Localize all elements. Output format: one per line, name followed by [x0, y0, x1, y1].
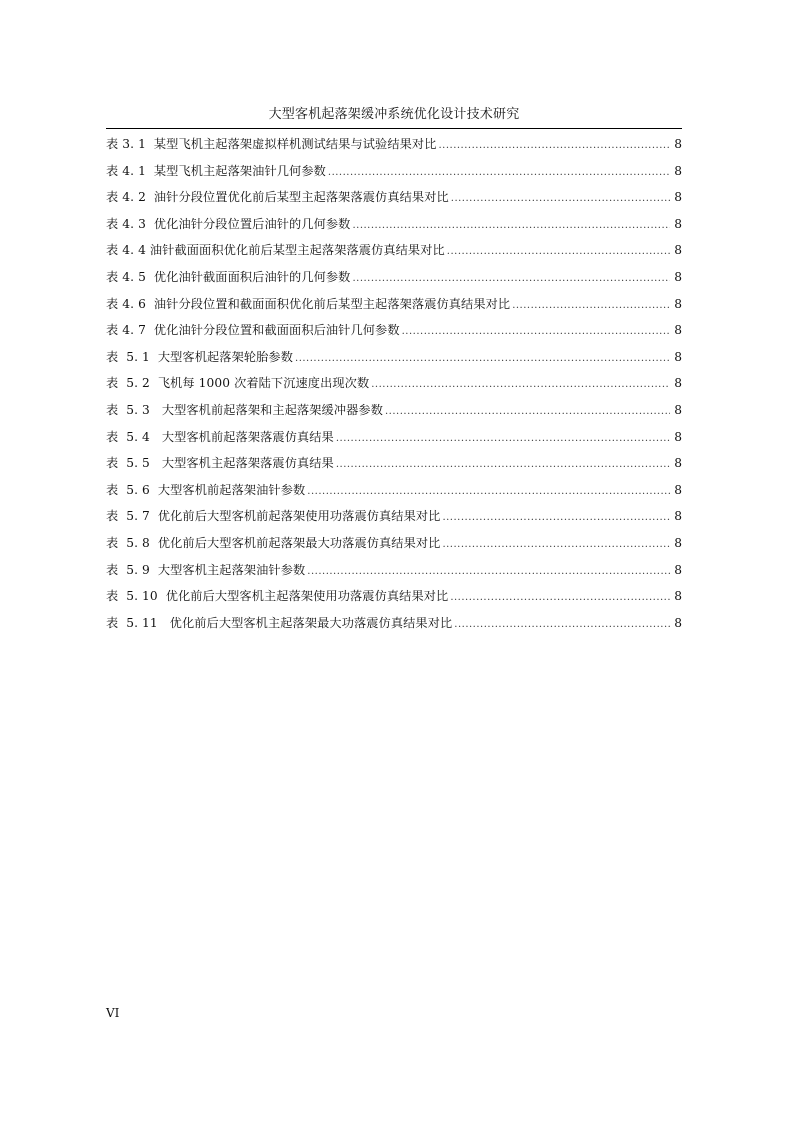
toc-entry[interactable] — [106, 534, 682, 561]
toc-entry[interactable] — [106, 162, 682, 189]
toc-entry-page: 8 — [674, 269, 682, 284]
toc-entry-label: 表 4. 5 优化油针截面面积后油针的几何参数 — [106, 269, 351, 284]
toc-entry[interactable] — [106, 481, 682, 508]
toc-entry-label: 表 4. 2 油针分段位置优化前后某型主起落架落震仿真结果对比 — [106, 190, 449, 205]
table-of-tables-list — [106, 135, 682, 640]
page-number: VI — [106, 1006, 120, 1020]
toc-entry-label: 表 5. 7 优化前后大型客机前起落架使用功落震仿真结果对比 — [106, 509, 441, 524]
toc-entry-label: 表 5. 10 优化前后大型客机主起落架使用功落震仿真结果对比 — [106, 589, 449, 604]
toc-entry-label: 表 5. 2 飞机每 1000 次着陆下沉速度出现次数 — [106, 376, 370, 391]
toc-entry-label: 表 5. 11 优化前后大型客机主起落架最大功落震仿真结果对比 — [106, 615, 453, 630]
toc-entry-page: 8 — [674, 349, 682, 364]
toc-entry[interactable] — [106, 561, 682, 588]
toc-entry[interactable] — [106, 295, 682, 322]
toc-entry-page: 8 — [674, 216, 682, 231]
toc-leader-dots — [352, 217, 670, 235]
toc-leader-dots — [385, 403, 670, 421]
toc-leader-dots — [371, 376, 670, 394]
toc-leader-dots — [307, 563, 670, 581]
toc-entry[interactable] — [106, 401, 682, 428]
toc-entry[interactable] — [106, 268, 682, 295]
toc-entry-label: 表 4. 6 油针分段位置和截面面积优化前后某型主起落架落震仿真结果对比 — [106, 296, 511, 311]
toc-leader-dots — [402, 323, 671, 341]
toc-entry-label: 表 4. 1 某型飞机主起落架油针几何参数 — [106, 163, 326, 178]
toc-entry-page: 8 — [674, 376, 682, 391]
toc-entry-label: 表 5. 9 大型客机主起落架油针参数 — [106, 562, 306, 577]
toc-leader-dots — [352, 270, 670, 288]
toc-entry[interactable] — [106, 428, 682, 455]
toc-entry-label: 表 3. 1 某型飞机主起落架虚拟样机测试结果与试验结果对比 — [106, 137, 437, 151]
toc-leader-dots — [442, 536, 670, 554]
toc-entry-page: 8 — [674, 589, 682, 604]
toc-leader-dots — [512, 297, 670, 315]
toc-leader-dots — [336, 430, 670, 448]
toc-entry-page: 8 — [674, 509, 682, 524]
toc-entry-label: 表 5. 3 大型客机前起落架和主起落架缓冲器参数 — [106, 402, 383, 417]
toc-entry-page: 8 — [674, 137, 682, 151]
toc-entry[interactable] — [106, 587, 682, 614]
toc-entry[interactable] — [106, 321, 682, 348]
toc-entry[interactable] — [106, 135, 682, 162]
running-header — [106, 104, 682, 129]
toc-entry-label: 表 5. 5 大型客机主起落架落震仿真结果 — [106, 456, 334, 471]
toc-leader-dots — [451, 190, 670, 208]
toc-entry[interactable] — [106, 507, 682, 534]
toc-leader-dots — [328, 164, 670, 182]
toc-entry[interactable] — [106, 348, 682, 375]
toc-entry-page: 8 — [674, 163, 682, 178]
toc-entry-label: 表 5. 6 大型客机前起落架油针参数 — [106, 482, 306, 497]
toc-entry[interactable] — [106, 215, 682, 242]
toc-leader-dots — [450, 589, 670, 607]
toc-entry-page: 8 — [674, 323, 682, 338]
toc-entry-page: 8 — [674, 402, 682, 417]
toc-leader-dots — [438, 137, 670, 155]
toc-entry-label: 表 4. 7 优化油针分段位置和截面面积后油针几何参数 — [106, 323, 400, 338]
toc-entry-page: 8 — [674, 296, 682, 311]
toc-leader-dots — [295, 350, 670, 368]
toc-entry[interactable] — [106, 241, 682, 268]
toc-entry-page: 8 — [674, 482, 682, 497]
toc-entry-page: 8 — [674, 615, 682, 630]
header-title: 大型客机起落架缓冲系统优化设计技术研究 — [268, 107, 520, 122]
toc-entry-page: 8 — [674, 535, 682, 550]
toc-leader-dots — [454, 616, 670, 634]
toc-entry-label: 表 5. 8 优化前后大型客机前起落架最大功落震仿真结果对比 — [106, 535, 441, 550]
toc-entry[interactable] — [106, 374, 682, 401]
toc-entry-page: 8 — [674, 429, 682, 444]
toc-entry-label: 表 5. 1 大型客机起落架轮胎参数 — [106, 349, 294, 364]
toc-entry-page: 8 — [674, 562, 682, 577]
toc-entry-label: 表 4. 4 油针截面面积优化前后某型主起落架落震仿真结果对比 — [106, 243, 445, 258]
toc-leader-dots — [442, 509, 670, 527]
toc-entry-page: 8 — [674, 243, 682, 258]
toc-entry-label: 表 4. 3 优化油针分段位置后油针的几何参数 — [106, 216, 351, 231]
toc-entry[interactable] — [106, 454, 682, 481]
toc-entry-page: 8 — [674, 456, 682, 471]
toc-leader-dots — [447, 243, 670, 261]
toc-entry-page: 8 — [674, 190, 682, 205]
toc-leader-dots — [336, 456, 670, 474]
toc-entry[interactable] — [106, 188, 682, 215]
toc-leader-dots — [307, 483, 670, 501]
toc-entry[interactable] — [106, 614, 682, 641]
toc-entry-label: 表 5. 4 大型客机前起落架落震仿真结果 — [106, 429, 334, 444]
